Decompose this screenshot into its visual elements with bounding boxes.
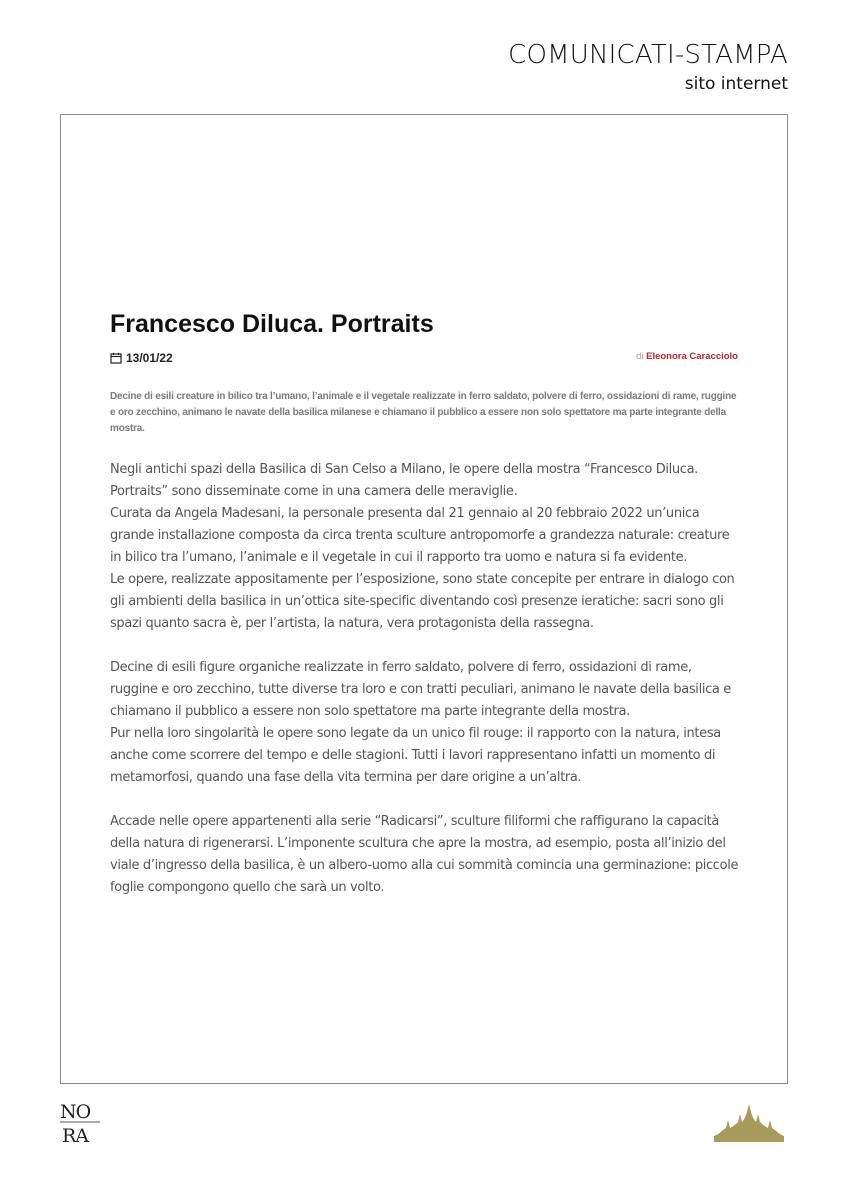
article-lead: Decine di esili creature in bilico tra l’umano, l’animale e il vegetale realizzate in ferro saldato, polvere di ferro, ossidazioni di rame, ruggine e oro zecchino, animano le navate della basilica milanese e chiamano il pubblico a essere non solo spettatore ma parte integrante della mostra. [110,391,737,434]
article-title: Francesco Diluca. Portraits [110,310,434,338]
article-date-text: 13/01/22 [126,351,173,365]
article-meta [110,349,740,369]
calendar-icon [110,352,122,364]
article-date [110,351,173,365]
nora-logo [60,1098,102,1146]
author-name-link[interactable]: Eleonora Caracciolo [646,351,738,362]
header-subtitle: sito internet [684,74,788,94]
article-author [636,351,738,362]
crown-silhouette-logo [712,1102,786,1144]
article-paragraph: Decine di esili figure organiche realizzate in ferro saldato, polvere di ferro, ossidazioni di rame, ruggine e oro zecchino, tutte diverse tra loro e con tratti peculiari, animano le navate della basilica e chiamano il pubblico a essere non solo spettatore ma parte integrante della mostra. Pur nella loro singolarità le opere sono legate da un unico fil rouge: il rapporto con la natura, intesa anche come scorrere del tempo e delle stagioni. Tutti i lavori rappresentano infatti un momento di metamorfosi, quando una fase della vita termina per dare origine a un’altra. [110,660,731,785]
article [110,308,740,921]
page-header [508,40,788,95]
article-paragraph: Accade nelle opere appartenenti alla serie “Radicarsi”, sculture filiformi che raffigurano la capacità della natura di rigenerarsi. L’imponente scultura che apre la mostra, ad esempio, posta all’inizio del viale d’ingresso della basilica, è un albero-uomo alla cui sommità comincia una germinazione: piccole foglie compongono quello che sarà un volto. [110,814,739,895]
nora-logo-text-bottom: RA [62,1125,89,1146]
article-body [110,459,740,899]
article-paragraph: Negli antichi spazi della Basilica di San Celso a Milano, le opere della mostra “Francesco Diluca. Portraits” sono disseminate come in una camera delle meraviglie. Curata da Angela Madesani, la personale presenta dal 21 gennaio al 20 febbraio 2022 un’unica grande installazione composta da circa trenta sculture antropomorfe a grandezza naturale: creature in bilico tra l’umano, l’animale e il vegetale in cui il rapporto tra uomo e natura si fa evidente. Le opere, realizzate appositamente per l’esposizione, sono state concepite per entrare in dialogo con gli ambienti della basilica in un’ottica site-specific diventando così presenze ieratiche: sacri sono gli spazi quanto sacra è, per l’artista, la natura, vera protagonista della rassegna. [110,462,735,631]
nora-logo-text-top: NO [60,1101,91,1123]
header-title: COMUNICATI-STAMPA [508,40,788,70]
author-prefix: di [636,351,644,362]
